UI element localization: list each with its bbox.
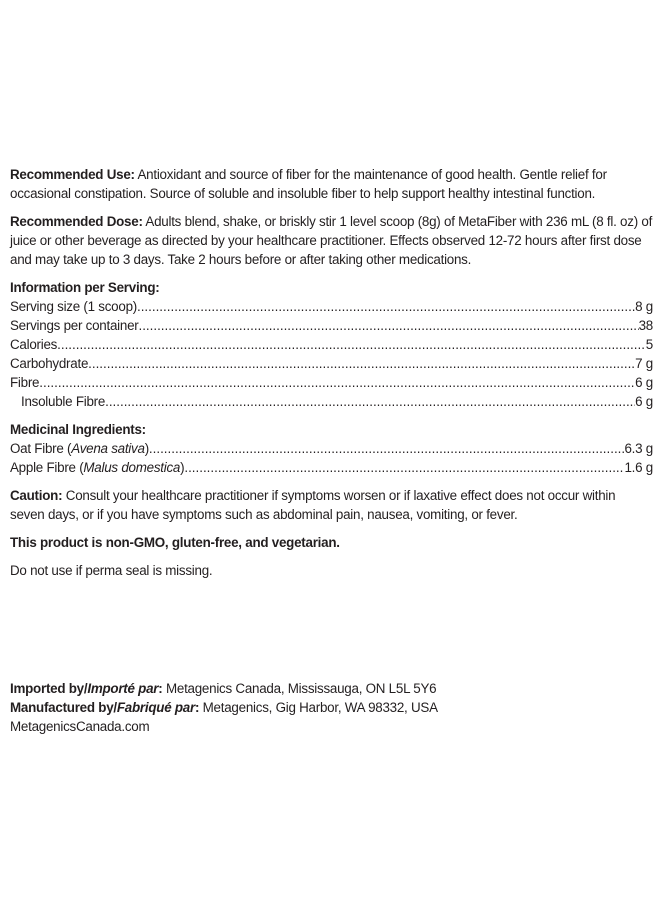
- leader-dots: [149, 439, 625, 458]
- info-label: Servings per container: [10, 318, 139, 333]
- leader-dots: [39, 373, 635, 392]
- recommended-dose-label: Recommended Dose:: [10, 214, 143, 229]
- leader-dots: [88, 354, 635, 373]
- info-row-serving-size: [10, 297, 653, 316]
- ingredient-latin-name: Avena sativa: [71, 441, 145, 456]
- ingredient-name: Apple Fibre (: [10, 460, 84, 475]
- ingredient-value: 6.3 g: [624, 441, 653, 456]
- info-value: 6 g: [635, 375, 653, 390]
- non-gmo-statement: [10, 533, 653, 552]
- seal-warning: Do not use if perma seal is missing.: [10, 563, 213, 578]
- imported-text: Metagenics Canada, Mississauga, ON L5L 5Y6: [162, 681, 437, 696]
- info-label: Insoluble Fibre: [21, 394, 106, 409]
- recommended-dose: [10, 212, 653, 269]
- caution-text: Consult your healthcare practitioner if symptoms worsen or if laxative effect does not occur within seven days, or if you have symptoms such as abdominal pain, nausea, vomiting, or fever.: [10, 488, 616, 522]
- info-value: 7 g: [635, 356, 653, 371]
- manufactured-label-en: Manufactured by/: [10, 700, 117, 715]
- info-value: 38: [638, 318, 653, 333]
- manufactured-by: [10, 698, 653, 717]
- info-value: 6 g: [635, 394, 653, 409]
- recommended-use: [10, 165, 653, 203]
- information-per-serving: [10, 278, 653, 411]
- info-value: 5: [645, 337, 653, 352]
- ingredient-latin-name: Malus domestica: [83, 460, 181, 475]
- leader-dots: [57, 335, 646, 354]
- caution-label: Caution:: [10, 488, 63, 503]
- leader-dots: [138, 316, 638, 335]
- ingredient-name: Oat Fibre (: [10, 441, 72, 456]
- imported-label-en: Imported by/: [10, 681, 88, 696]
- info-value: 8 g: [635, 299, 653, 314]
- recommended-use-text: Antioxidant and source of fiber for the maintenance of good health. Gentle relief for occasional constipation. Source of soluble and insoluble fiber to help support healthy intestinal function.: [10, 167, 607, 201]
- ingredient-label: [10, 439, 149, 458]
- ingredient-row-oat-fibre: [10, 439, 653, 458]
- imported-label: [10, 681, 163, 696]
- leader-dots: [105, 392, 635, 411]
- info-row-calories: [10, 335, 653, 354]
- imported-colon: :: [158, 681, 163, 696]
- imported-by: [10, 679, 653, 698]
- leader-dots: [137, 297, 635, 316]
- info-row-fibre: [10, 373, 653, 392]
- medicinal-ingredients: [10, 420, 653, 477]
- website: MetagenicsCanada.com: [10, 719, 150, 734]
- info-label: Calories: [10, 337, 58, 352]
- ingredients-heading: Medicinal Ingredients:: [10, 422, 146, 437]
- caution: [10, 486, 653, 524]
- manufactured-label-fr: Fabriqué par: [116, 700, 195, 715]
- info-row-carbohydrate: [10, 354, 653, 373]
- info-row-insoluble-fibre: [10, 392, 653, 411]
- ingredient-name-end: ): [144, 441, 149, 456]
- leader-dots: [184, 458, 624, 477]
- ingredient-name-end: ): [180, 460, 185, 475]
- imported-label-fr: Importé par: [87, 681, 159, 696]
- manufactured-label: [10, 700, 199, 715]
- info-label: Fibre: [10, 375, 40, 390]
- non-gmo-text: This product is non-GMO, gluten-free, and vegetarian.: [10, 535, 340, 550]
- info-label: Carbohydrate: [10, 356, 89, 371]
- label-footer: [10, 679, 653, 736]
- recommended-dose-text: Adults blend, shake, or briskly stir 1 level scoop (8g) of MetaFiber with 236 mL (8 fl. oz) of juice or other beverage as directed by your healthcare practitioner. Effects observed 12-72 hours after first dose and may take up to 3 days. Take 2 hours before or after taking other medications.: [10, 214, 653, 267]
- label-content: [10, 165, 653, 589]
- ingredient-label: [10, 458, 184, 477]
- manufactured-colon: :: [194, 700, 200, 715]
- info-label: Serving size (1 scoop): [10, 299, 137, 314]
- info-row-servings-per-container: [10, 316, 653, 335]
- ingredient-value: 1.6 g: [624, 460, 653, 475]
- recommended-use-label: Recommended Use:: [10, 167, 135, 182]
- manufactured-text: Metagenics, Gig Harbor, WA 98332, USA: [199, 700, 438, 715]
- ingredient-row-apple-fibre: [10, 458, 653, 477]
- info-heading: Information per Serving:: [10, 280, 160, 295]
